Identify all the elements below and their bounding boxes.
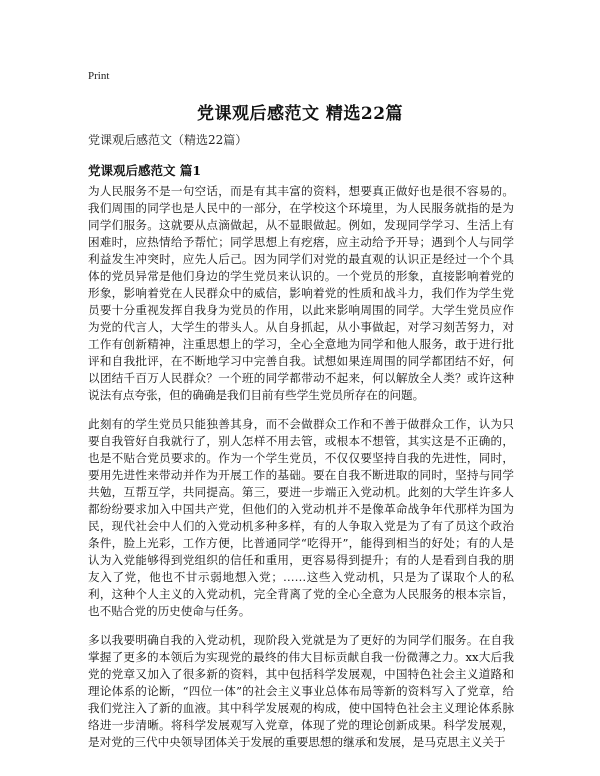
section-heading: 党课观后感范文 篇1	[88, 163, 202, 178]
print-link[interactable]: Print	[88, 70, 110, 82]
paragraph-2: 此刻有的学生党员只能独善其身，而不会做群众工作和不善于做群众工作，认为只要自我管好自我就行了，别人怎样不用去管，或根本不想管，其实这是不正确的，也是不贴合党员要求的。作为一个学生党员，不仅仅要坚持自我的先进性，同时，要用先进性来带动并作为开展工作的基础。要在自我不断进取的同时，坚持与同学共勉，互帮互学，共同提高。第三，要进一步端正入党动机。此刻的大学生许多人都纷纷要求加入中国共产党，但他们的入党动机并不是像革命战争年代那样为国为民，现代社会中人们的入党动机多种多样，有的人争取入党是为了有了员这个政治条件，脸上光彩，工作方便，比普通同学“吃得开”，能得到相当的好处；有的人是认为入党能够得到党组织的信任和重用，更容易得到提升；有的人是看到自我的朋友入了党，他也不甘示弱地想入党；……这些入党动机，只是为了谋取个人的私利，这种个人主义的入党动机，完全背离了党的全心全意为人民服务的根本宗旨，也不贴合党的历史使命与任务。	[88, 417, 514, 618]
article-body	[88, 183, 514, 763]
document-subtitle: 党课观后感范文（精选22篇）	[88, 133, 248, 147]
paragraph-1: 为人民服务不是一句空话，而是有其丰富的资料，想要真正做好也是很不容易的。我们周围的同学也是人民中的一部分，在学校这个环境里，为人民服务就指的是为同学们服务。这就要从点滴做起，从不显眼做起。例如，发现同学学习、生活上有困难时，应热情给予帮忙；同学思想上有疙瘩，应主动给予开导；遇到个人与同学利益发生冲突时，应先人后己。因为同学们对党的最直观的认识正是经过一个个具体的党员异常是他们身边的学生党员来认识的。一个党员的形象，直接影响着党的形象，影响着党在人民群众中的威信，影响着党的性质和战斗力，我们作为学生党员要十分重视发挥自我身为党员的作用，以此来影响周围的同学。大学生党员应作为党的代言人，大学生的带头人。从自身抓起，从小事做起，对学习刻苦努力，对工作有创新精神，注重思想上的学习，全心全意地为同学和他人服务，敢于进行批评和自我批评，在不断地学习中完善自我。试想如果连周围的同学都团结不好，何以团结千百万人民群众？一个班的同学都带动不起来，何以解放全人类？或许这种说法有点夸张，但的确确是我们目前有些学生党员所存在的问题。	[88, 184, 514, 402]
paragraph-3: 多以我要明确自我的入党动机，现阶段入党就是为了更好的为同学们服务。在自我掌握了更多的本领后为实现党的最终的伟大目标贡献自我一份微薄之力。xx大后我党的党章又加入了很多新的资料，其中包括科学发展观，中国特色社会主义道路和理论体系的论断，“四位一体”的社会主义事业总体布局等新的资料写入了党章，给我们党注入了新的血液。其中科学发展观的构成，使中国特色社会主义理论体系脉络进一步清晰。将科学发展观写入党章，体现了党的理论创新成果。科学发展观，是对党的三代中央领导团体关于发展的重要思想的继承和发展，是马克思主义关于	[88, 633, 514, 749]
document-title: 党课观后感范文 精选22篇	[196, 104, 404, 124]
